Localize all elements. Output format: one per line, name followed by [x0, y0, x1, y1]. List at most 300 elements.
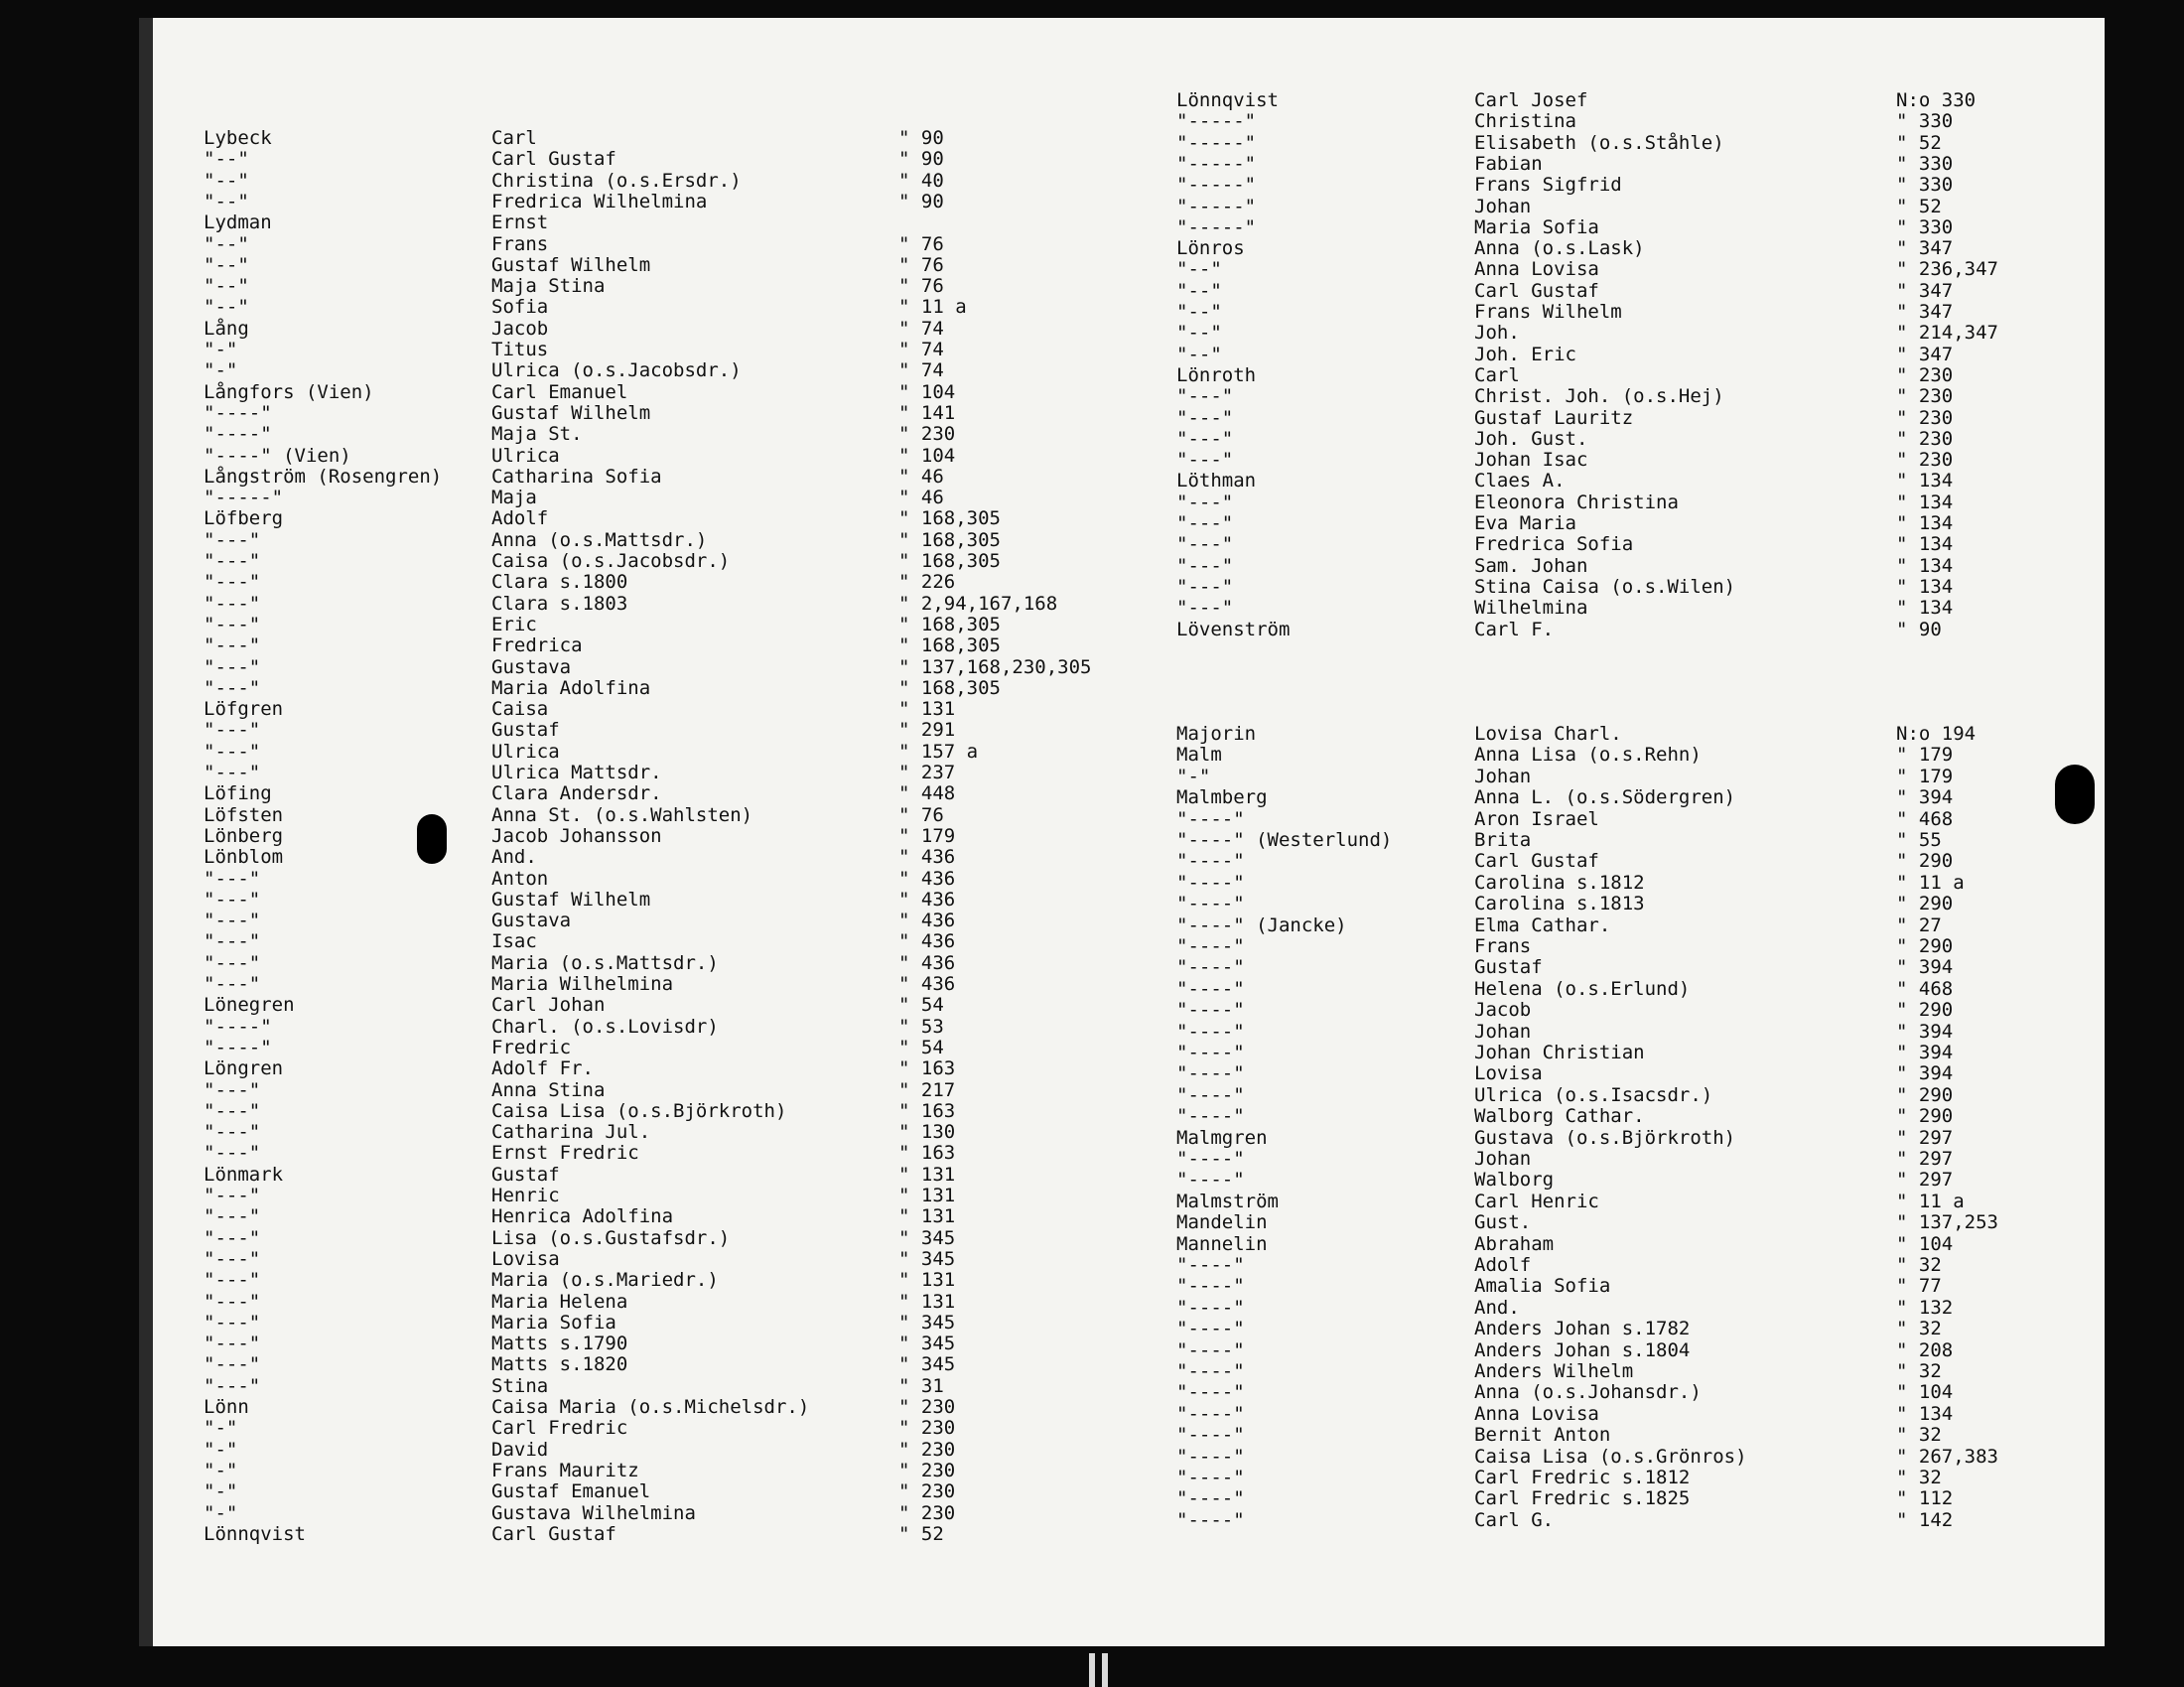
entry-reference: " 267,383: [1896, 1445, 1998, 1468]
entry-surname: Löthman: [1176, 470, 1257, 492]
entry-given-name: Carolina s.1813: [1474, 893, 1645, 915]
entry-surname: Malmberg: [1176, 786, 1268, 809]
entry-surname: "---": [204, 1226, 261, 1249]
entry-reference: " 436: [898, 951, 956, 974]
entry-surname: "----": [1176, 1338, 1245, 1361]
entry-surname: "----": [1176, 1275, 1245, 1298]
entry-given-name: Bernit Anton: [1474, 1424, 1611, 1447]
entry-given-name: Anna (o.s.Lask): [1474, 237, 1645, 260]
entry-reference: " 134: [1896, 470, 1954, 492]
entry-given-name: Gustava (o.s.Björkroth): [1474, 1126, 1736, 1149]
entry-given-name: Matts s.1790: [491, 1333, 628, 1355]
entry-given-name: Adolf: [491, 507, 549, 530]
entry-given-name: Lovisa: [491, 1247, 560, 1270]
entry-given-name: Johan Isac: [1474, 449, 1588, 472]
entry-reference: " 53: [898, 1015, 944, 1038]
entry-surname: "-----": [1176, 131, 1257, 154]
entry-given-name: Frans Wilhelm: [1474, 301, 1622, 323]
entry-given-name: Maria (o.s.Mariedr.): [491, 1269, 719, 1292]
entry-surname: "---": [204, 1205, 261, 1228]
entry-surname: "----": [1176, 1148, 1245, 1170]
entry-given-name: Anna St. (o.s.Wahlsten): [491, 803, 753, 826]
entry-given-name: Fredrica Sofia: [1474, 533, 1634, 556]
entry-reference: " 137,253: [1896, 1211, 1998, 1234]
entry-given-name: Anna Lovisa: [1474, 1402, 1599, 1425]
entry-reference: " 32: [1896, 1318, 1942, 1340]
entry-given-name: Frans: [1474, 935, 1532, 957]
entry-reference: " 468: [1896, 807, 1954, 830]
entry-surname: "----": [1176, 935, 1245, 957]
entry-given-name: Fabian: [1474, 152, 1543, 175]
entry-given-name: Maria Adolfina: [491, 676, 651, 699]
entry-given-name: Abraham: [1474, 1232, 1555, 1255]
entry-reference: " 2,94,167,168: [898, 592, 1058, 615]
entry-surname: "---": [204, 1247, 261, 1270]
entry-given-name: Carl Gustaf: [1474, 279, 1599, 302]
entry-given-name: Gust.: [1474, 1211, 1532, 1234]
entry-surname: Malm: [1176, 744, 1222, 767]
entry-given-name: Jacob: [491, 317, 549, 340]
entry-surname: "----": [1176, 1020, 1245, 1043]
entry-reference: " 297: [1896, 1126, 1954, 1149]
entry-given-name: Clara s.1803: [491, 592, 628, 615]
entry-given-name: Isac: [491, 930, 537, 953]
entry-reference: " 90: [1896, 618, 1942, 640]
entry-reference: " 32: [1896, 1467, 1942, 1488]
entry-surname: "----": [1176, 1169, 1245, 1192]
entry-reference: " 142: [1896, 1508, 1954, 1531]
entry-given-name: Johan: [1474, 195, 1532, 217]
entry-reference: " 179: [1896, 744, 1954, 767]
entry-given-name: David: [491, 1438, 549, 1461]
entry-reference: " 436: [898, 846, 956, 869]
entry-given-name: Christ. Joh. (o.s.Hej): [1474, 385, 1724, 408]
entry-given-name: Catharina Sofia: [491, 465, 662, 488]
entry-reference: " 394: [1896, 1042, 1954, 1063]
entry-given-name: Caisa Lisa (o.s.Björkroth): [491, 1099, 787, 1122]
entry-surname: "----": [1176, 871, 1245, 894]
entry-reference: " 134: [1896, 575, 1954, 598]
entry-reference: " 134: [1896, 1402, 1954, 1425]
entry-surname: Lönegren: [204, 994, 295, 1017]
entry-surname: "-": [204, 1459, 238, 1481]
entry-surname: "-----": [1176, 174, 1257, 197]
entry-given-name: Anna Lisa (o.s.Rehn): [1474, 744, 1702, 767]
entry-surname: "----": [1176, 1381, 1245, 1404]
entry-reference: " 168,305: [898, 613, 1001, 635]
entry-reference: " 394: [1896, 786, 1954, 809]
entry-reference: " 130: [898, 1121, 956, 1144]
entry-given-name: Fredrica: [491, 634, 583, 657]
entry-surname: "-----": [1176, 215, 1257, 238]
entry-reference: " 76: [898, 253, 944, 276]
entry-reference: " 291: [898, 719, 956, 742]
entry-given-name: Stina: [491, 1374, 549, 1397]
entry-given-name: Gustaf Emanuel: [491, 1480, 651, 1503]
entry-reference: " 104: [898, 444, 956, 467]
entry-reference: " 330: [1896, 174, 1954, 197]
entry-given-name: Carl Fredric s.1812: [1474, 1467, 1691, 1488]
entry-surname: "---": [204, 1333, 261, 1355]
entry-given-name: Maria Helena: [491, 1290, 628, 1313]
entry-surname: "---": [1176, 533, 1234, 556]
entry-given-name: Carolina s.1812: [1474, 871, 1645, 894]
entry-reference: " 54: [898, 994, 944, 1017]
entry-reference: " 230: [1896, 427, 1954, 450]
entry-surname: "---": [204, 1353, 261, 1376]
entry-reference: " 134: [1896, 597, 1954, 620]
entry-surname: "---": [204, 1121, 261, 1144]
entry-reference: " 168,305: [898, 528, 1001, 551]
entry-given-name: Ernst Fredric: [491, 1142, 639, 1165]
entry-reference: " 297: [1896, 1169, 1954, 1192]
entry-reference: " 168,305: [898, 676, 1001, 699]
entry-reference: " 11 a: [1896, 1190, 1965, 1212]
entry-surname: "----": [1176, 956, 1245, 979]
entry-reference: " 230: [898, 423, 956, 446]
entry-given-name: Anna Stina: [491, 1078, 606, 1101]
entry-reference: " 290: [1896, 850, 1954, 873]
entry-reference: " 131: [898, 1163, 956, 1186]
entry-surname: "---": [204, 762, 261, 783]
entry-surname: Lång: [204, 317, 249, 340]
entry-surname: "----": [1176, 1083, 1245, 1106]
entry-given-name: Carl Gustaf: [491, 1522, 616, 1545]
entry-surname: "--": [204, 296, 249, 319]
entry-given-name: Eleonora Christina: [1474, 491, 1679, 513]
entry-given-name: Clara Andersdr.: [491, 782, 662, 805]
entry-given-name: Carl Gustaf: [491, 148, 616, 171]
entry-reference: " 74: [898, 317, 944, 340]
entry-reference: " 104: [898, 380, 956, 403]
entry-reference: " 208: [1896, 1338, 1954, 1361]
entry-surname: "---": [1176, 406, 1234, 429]
entry-surname: "----": [1176, 1062, 1245, 1085]
entry-surname: "----": [1176, 850, 1245, 873]
entry-surname: "----": [204, 1036, 272, 1058]
entry-surname: "---": [204, 613, 261, 635]
entry-given-name: Charl. (o.s.Lovisdr): [491, 1015, 719, 1038]
entry-reference: " 131: [898, 1185, 956, 1206]
entry-surname: "-": [1176, 765, 1211, 787]
entry-surname: "-----": [1176, 195, 1257, 217]
entry-surname: Lönberg: [204, 824, 284, 847]
entry-reference: " 54: [898, 1036, 944, 1058]
entry-given-name: Maria Sofia: [1474, 215, 1599, 238]
entry-given-name: Ulrica Mattsdr.: [491, 762, 662, 783]
entry-given-name: Lisa (o.s.Gustafsdr.): [491, 1226, 731, 1249]
page-tab-mark: [417, 814, 447, 864]
entry-reference: " 290: [1896, 935, 1954, 957]
entry-surname: Löfberg: [204, 507, 284, 530]
entry-surname: Lönroth: [1176, 363, 1257, 386]
entry-surname: "---": [1176, 597, 1234, 620]
entry-surname: "----": [204, 401, 272, 424]
entry-given-name: Gustava: [491, 910, 572, 932]
entry-reference: " 230: [898, 1480, 956, 1503]
entry-given-name: Adolf Fr.: [491, 1057, 594, 1080]
entry-surname: Lönn: [204, 1396, 249, 1418]
entry-reference: " 345: [898, 1247, 956, 1270]
entry-surname: Lönblom: [204, 846, 284, 869]
entry-reference: " 436: [898, 973, 956, 995]
entry-reference: " 347: [1896, 343, 1954, 365]
entry-given-name: And.: [491, 846, 537, 869]
entry-surname: "---": [204, 1078, 261, 1101]
entry-surname: Lydman: [204, 211, 272, 234]
entry-given-name: Maria (o.s.Mattsdr.): [491, 951, 719, 974]
entry-surname: "---": [1176, 512, 1234, 534]
entry-surname: "--": [1176, 301, 1222, 323]
entry-surname: "-": [204, 359, 238, 382]
entry-surname: "---": [204, 740, 261, 763]
entry-reference: " 163: [898, 1142, 956, 1165]
entry-reference: " 436: [898, 888, 956, 911]
entry-given-name: Carl Johan: [491, 994, 606, 1017]
entry-reference: " 76: [898, 803, 944, 826]
entry-given-name: Carl Gustaf: [1474, 850, 1599, 873]
binding-mark: [1102, 1653, 1108, 1687]
entry-reference: " 230: [1896, 385, 1954, 408]
entry-surname: "---": [1176, 385, 1234, 408]
entry-reference: " 32: [1896, 1424, 1942, 1447]
entry-given-name: Adolf: [1474, 1254, 1532, 1276]
entry-reference: " 76: [898, 232, 944, 255]
entry-given-name: Frans: [491, 232, 549, 255]
entry-surname: Löfsten: [204, 803, 284, 826]
entry-reference: " 230: [1896, 406, 1954, 429]
entry-surname: "---": [204, 867, 261, 890]
entry-given-name: Gustava: [491, 655, 572, 678]
entry-surname: "----": [1176, 1467, 1245, 1488]
entry-surname: "---": [204, 655, 261, 678]
entry-surname: "----": [1176, 1402, 1245, 1425]
entry-surname: "----": [1176, 1254, 1245, 1276]
page-tab-mark: [2055, 765, 2095, 824]
entry-given-name: Ulrica: [491, 740, 560, 763]
entry-given-name: Gustaf: [1474, 956, 1543, 979]
entry-given-name: Gustaf Wilhelm: [491, 253, 651, 276]
entry-given-name: Frans Mauritz: [491, 1459, 639, 1481]
entry-surname: "--": [1176, 343, 1222, 365]
entry-reference: " 52: [1896, 131, 1942, 154]
entry-surname: "---": [1176, 575, 1234, 598]
entry-surname: Lönros: [1176, 237, 1245, 260]
entry-given-name: Claes A.: [1474, 470, 1566, 492]
entry-given-name: Henric: [491, 1185, 560, 1206]
entry-surname: "---": [204, 676, 261, 699]
entry-given-name: Aron Israel: [1474, 807, 1599, 830]
entry-surname: "----": [1176, 1424, 1245, 1447]
entry-given-name: Matts s.1820: [491, 1353, 628, 1376]
entry-given-name: Anna Lovisa: [1474, 258, 1599, 281]
entry-surname: "---": [1176, 491, 1234, 513]
entry-given-name: Johan Christian: [1474, 1042, 1645, 1063]
entry-reference: " 436: [898, 867, 956, 890]
entry-given-name: Carl: [491, 127, 537, 149]
entry-surname: "--": [204, 275, 249, 298]
entry-reference: " 230: [1896, 449, 1954, 472]
entry-reference: " 290: [1896, 999, 1954, 1022]
entry-surname: "---": [204, 910, 261, 932]
entry-given-name: Johan: [1474, 1020, 1532, 1043]
entry-surname: "---": [1176, 449, 1234, 472]
entry-reference: " 90: [898, 148, 944, 171]
entry-given-name: Carl Henric: [1474, 1190, 1599, 1212]
entry-given-name: Gustava Wilhelmina: [491, 1501, 696, 1524]
entry-surname: "---": [204, 634, 261, 657]
entry-reference: N:o 330: [1896, 89, 1977, 111]
entry-surname: Lönnqvist: [204, 1522, 306, 1545]
entry-given-name: Caisa (o.s.Jacobsdr.): [491, 550, 731, 572]
entry-reference: " 168,305: [898, 550, 1001, 572]
entry-given-name: Carl Fredric: [491, 1417, 628, 1440]
entry-reference: " 230: [898, 1438, 956, 1461]
entry-reference: " 163: [898, 1099, 956, 1122]
entry-surname: "----": [204, 1015, 272, 1038]
entry-given-name: Amalia Sofia: [1474, 1275, 1611, 1298]
entry-surname: "----": [1176, 977, 1245, 1000]
entry-surname: "----": [1176, 1445, 1245, 1468]
entry-given-name: Ulrica (o.s.Isacsdr.): [1474, 1083, 1713, 1106]
entry-reference: " 345: [898, 1311, 956, 1334]
entry-given-name: Anna (o.s.Johansdr.): [1474, 1381, 1702, 1404]
entry-surname: "----": [1176, 1487, 1245, 1510]
entry-surname: "----": [1176, 1508, 1245, 1531]
entry-surname: Löngren: [204, 1057, 284, 1080]
entry-reference: " 290: [1896, 893, 1954, 915]
entry-reference: " 347: [1896, 301, 1954, 323]
entry-reference: " 134: [1896, 533, 1954, 556]
entry-given-name: Lovisa Charl.: [1474, 723, 1622, 745]
entry-surname: "-": [204, 1417, 238, 1440]
entry-surname: "----": [1176, 1042, 1245, 1063]
entry-given-name: Gustaf Wilhelm: [491, 888, 651, 911]
entry-reference: " 468: [1896, 977, 1954, 1000]
entry-surname: "----": [1176, 999, 1245, 1022]
entry-given-name: Joh.: [1474, 322, 1520, 345]
entry-given-name: Henrica Adolfina: [491, 1205, 674, 1228]
entry-reference: " 52: [1896, 195, 1942, 217]
entry-reference: " 345: [898, 1226, 956, 1249]
entry-reference: " 131: [898, 1290, 956, 1313]
entry-reference: " 31: [898, 1374, 944, 1397]
entry-surname: "-": [204, 339, 238, 360]
entry-surname: "---": [204, 930, 261, 953]
entry-surname: "---": [204, 719, 261, 742]
entry-surname: Löfgren: [204, 698, 284, 721]
entry-given-name: Frans Sigfrid: [1474, 174, 1622, 197]
entry-reference: " 394: [1896, 1062, 1954, 1085]
entry-surname: Lönmark: [204, 1163, 284, 1186]
entry-given-name: Carl Fredric s.1825: [1474, 1487, 1691, 1510]
entry-surname: "--": [204, 169, 249, 192]
entry-reference: " 157 a: [898, 740, 979, 763]
entry-reference: " 436: [898, 930, 956, 953]
entry-surname: "--": [204, 253, 249, 276]
entry-reference: " 330: [1896, 152, 1954, 175]
entry-reference: " 40: [898, 169, 944, 192]
entry-surname: Långström (Rosengren): [204, 465, 443, 488]
entry-reference: " 163: [898, 1057, 956, 1080]
entry-surname: "---": [204, 1269, 261, 1292]
entry-reference: " 134: [1896, 554, 1954, 577]
entry-reference: " 394: [1896, 1020, 1954, 1043]
entry-reference: " 394: [1896, 956, 1954, 979]
entry-given-name: Anders Johan s.1804: [1474, 1338, 1691, 1361]
entry-given-name: Anders Wilhelm: [1474, 1360, 1634, 1382]
entry-surname: "----": [204, 423, 272, 446]
entry-given-name: Ulrica (o.s.Jacobsdr.): [491, 359, 742, 382]
entry-given-name: Walborg: [1474, 1169, 1555, 1192]
entry-given-name: Maria Sofia: [491, 1311, 616, 1334]
entry-surname: "---": [204, 1099, 261, 1122]
entry-reference: " 330: [1896, 110, 1954, 133]
entry-surname: "---": [204, 888, 261, 911]
entry-surname: Långfors (Vien): [204, 380, 374, 403]
entry-given-name: Brita: [1474, 829, 1532, 851]
entry-surname: "--": [204, 232, 249, 255]
entry-surname: "----": [1176, 807, 1245, 830]
entry-given-name: Titus: [491, 339, 549, 360]
entry-given-name: Walborg Cathar.: [1474, 1105, 1645, 1128]
entry-reference: " 90: [898, 190, 944, 212]
entry-given-name: Anna (o.s.Mattsdr.): [491, 528, 708, 551]
entry-surname: "----": [1176, 1318, 1245, 1340]
entry-reference: " 74: [898, 339, 944, 360]
entry-surname: Lönnqvist: [1176, 89, 1279, 111]
entry-reference: " 230: [898, 1417, 956, 1440]
entry-reference: " 347: [1896, 279, 1954, 302]
entry-reference: " 237: [898, 762, 956, 783]
entry-reference: " 131: [898, 1269, 956, 1292]
entry-reference: " 104: [1896, 1232, 1954, 1255]
entry-surname: "-----": [1176, 110, 1257, 133]
entry-surname: "-----": [204, 487, 284, 509]
entry-surname: "---": [204, 951, 261, 974]
entry-reference: " 32: [1896, 1360, 1942, 1382]
entry-reference: " 168,305: [898, 507, 1001, 530]
entry-reference: " 134: [1896, 512, 1954, 534]
entry-reference: " 168,305: [898, 634, 1001, 657]
entry-surname: Lybeck: [204, 127, 272, 149]
entry-surname: Lövenström: [1176, 618, 1291, 640]
entry-surname: "-": [204, 1438, 238, 1461]
entry-surname: "----": [1176, 1296, 1245, 1319]
entry-surname: "---": [204, 592, 261, 615]
entry-given-name: Maja Stina: [491, 275, 606, 298]
entry-given-name: Maria Wilhelmina: [491, 973, 674, 995]
entry-reference: " 74: [898, 359, 944, 382]
binding-mark: [1089, 1653, 1095, 1687]
entry-given-name: Anna L. (o.s.Södergren): [1474, 786, 1736, 809]
entry-reference: " 230: [1896, 363, 1954, 386]
entry-surname: Mannelin: [1176, 1232, 1268, 1255]
entry-reference: " 76: [898, 275, 944, 298]
entry-surname: "--": [1176, 258, 1222, 281]
entry-surname: "---": [1176, 427, 1234, 450]
entry-surname: Malmström: [1176, 1190, 1279, 1212]
entry-reference: " 132: [1896, 1296, 1954, 1319]
entry-given-name: Eric: [491, 613, 537, 635]
entry-given-name: Carl F.: [1474, 618, 1555, 640]
entry-reference: " 290: [1896, 1083, 1954, 1106]
entry-surname: "--": [1176, 279, 1222, 302]
entry-given-name: Wilhelmina: [1474, 597, 1588, 620]
entry-given-name: Ernst: [491, 211, 549, 234]
entry-surname: "--": [1176, 322, 1222, 345]
entry-surname: Majorin: [1176, 723, 1257, 745]
